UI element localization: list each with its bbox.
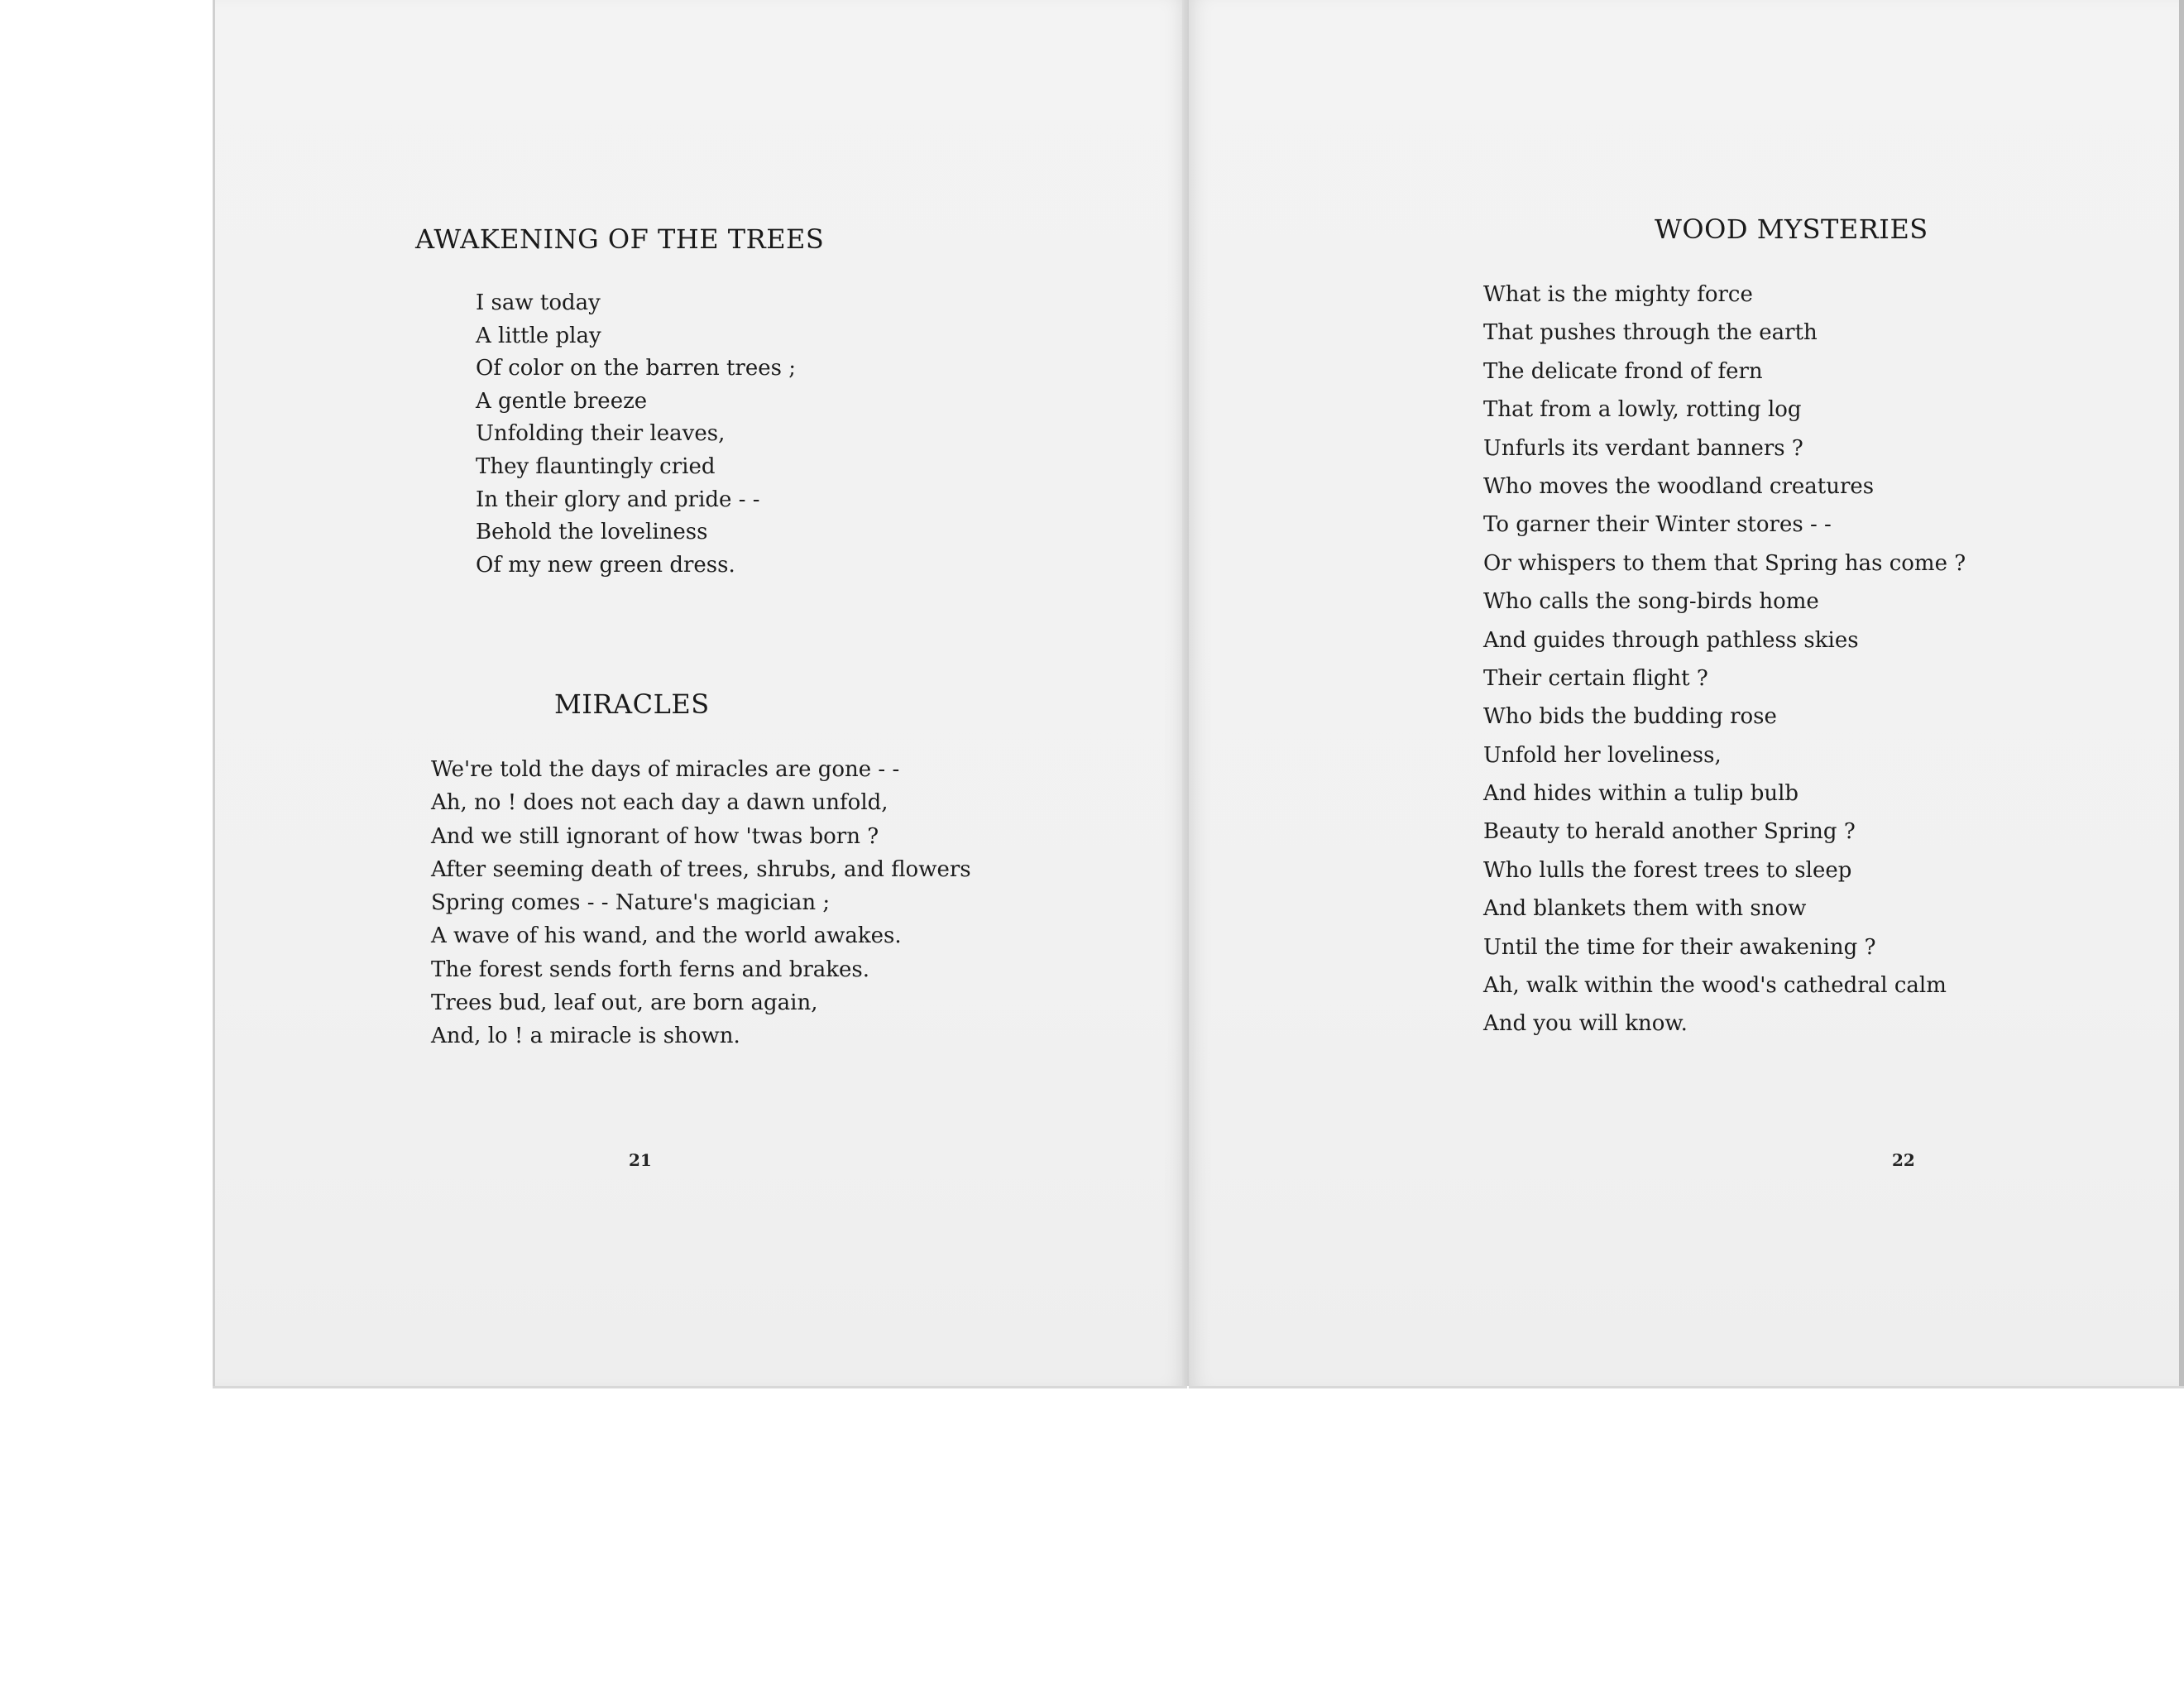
poem-line: And blankets them with snow bbox=[1483, 896, 1807, 922]
page-number-21: 21 bbox=[629, 1150, 652, 1170]
poem-awakening-of-the-trees bbox=[476, 287, 796, 582]
poem-line: A little play bbox=[476, 323, 601, 348]
poem-line: We're told the days of miracles are gone - - bbox=[431, 757, 900, 782]
poem-line: In their glory and pride - - bbox=[476, 487, 760, 512]
poem-line: A wave of his wand, and the world awakes. bbox=[431, 923, 902, 949]
poem-line: After seeming death of trees, shrubs, and flowers bbox=[431, 856, 971, 882]
poem-line: That pushes through the earth bbox=[1483, 320, 1818, 346]
poem-line: Until the time for their awakening ? bbox=[1483, 934, 1876, 960]
poem-line: That from a lowly, rotting log bbox=[1483, 397, 1802, 423]
poem-line: And we still ignorant of how 'twas born ? bbox=[431, 823, 879, 849]
poem-line: A gentle breeze bbox=[476, 388, 648, 414]
poem-line: The forest sends forth ferns and brakes. bbox=[431, 957, 870, 982]
poem-line: Unfold her loveliness, bbox=[1483, 742, 1722, 768]
poem-line: Trees bud, leaf out, are born again, bbox=[431, 990, 818, 1016]
poem-line: And, lo ! a miracle is shown. bbox=[431, 1024, 740, 1049]
poem-line: I saw today bbox=[476, 290, 601, 315]
poem-line: And you will know. bbox=[1483, 1011, 1688, 1037]
left-page-edge bbox=[213, 0, 215, 1386]
poem-line: Beauty to herald another Spring ? bbox=[1483, 819, 1856, 845]
poem-line: Unfolding their leaves, bbox=[476, 421, 726, 447]
poem-line: And guides through pathless skies bbox=[1483, 627, 1859, 653]
poem-line: Ah, walk within the wood's cathedral calm bbox=[1483, 973, 1947, 999]
poem-line: Who moves the woodland creatures bbox=[1483, 473, 1875, 499]
poem-line: Who bids the budding rose bbox=[1483, 704, 1777, 730]
poem-line: And hides within a tulip bulb bbox=[1483, 781, 1799, 807]
right-page bbox=[1189, 0, 2184, 1388]
poem-line: Unfurls its verdant banners ? bbox=[1483, 435, 1803, 461]
poem-line: Who lulls the forest trees to sleep bbox=[1483, 857, 1852, 883]
left-page bbox=[213, 0, 1187, 1388]
poem-line: Their certain flight ? bbox=[1483, 665, 1708, 691]
page-number-22: 22 bbox=[1892, 1150, 1915, 1170]
poem-line: Of my new green dress. bbox=[476, 552, 735, 578]
poem-line: What is the mighty force bbox=[1483, 282, 1753, 307]
right-page-edge bbox=[2179, 0, 2184, 1386]
open-book-spread bbox=[213, 0, 2184, 1386]
poem-line: Spring comes - - Nature's magician ; bbox=[431, 890, 831, 916]
poem-line: Or whispers to them that Spring has come ? bbox=[1483, 550, 1966, 576]
poem-line: Ah, no ! does not each day a dawn unfold, bbox=[431, 790, 888, 816]
poem-line: Who calls the song-birds home bbox=[1483, 589, 1819, 615]
poem-line: They flauntingly cried bbox=[476, 453, 716, 479]
poem-title-wood-mysteries: WOOD MYSTERIES bbox=[1655, 213, 1928, 245]
poem-line: The delicate frond of fern bbox=[1483, 358, 1763, 384]
poem-line: To garner their Winter stores - - bbox=[1483, 512, 1832, 538]
poem-miracles bbox=[431, 753, 971, 1053]
poem-line: Behold the loveliness bbox=[476, 520, 708, 545]
poem-title-awakening-of-the-trees: AWAKENING OF THE TREES bbox=[415, 223, 825, 255]
poem-title-miracles: MIRACLES bbox=[554, 688, 710, 720]
poem-line: Of color on the barren trees ; bbox=[476, 356, 797, 381]
poem-wood-mysteries bbox=[1483, 276, 1966, 1043]
